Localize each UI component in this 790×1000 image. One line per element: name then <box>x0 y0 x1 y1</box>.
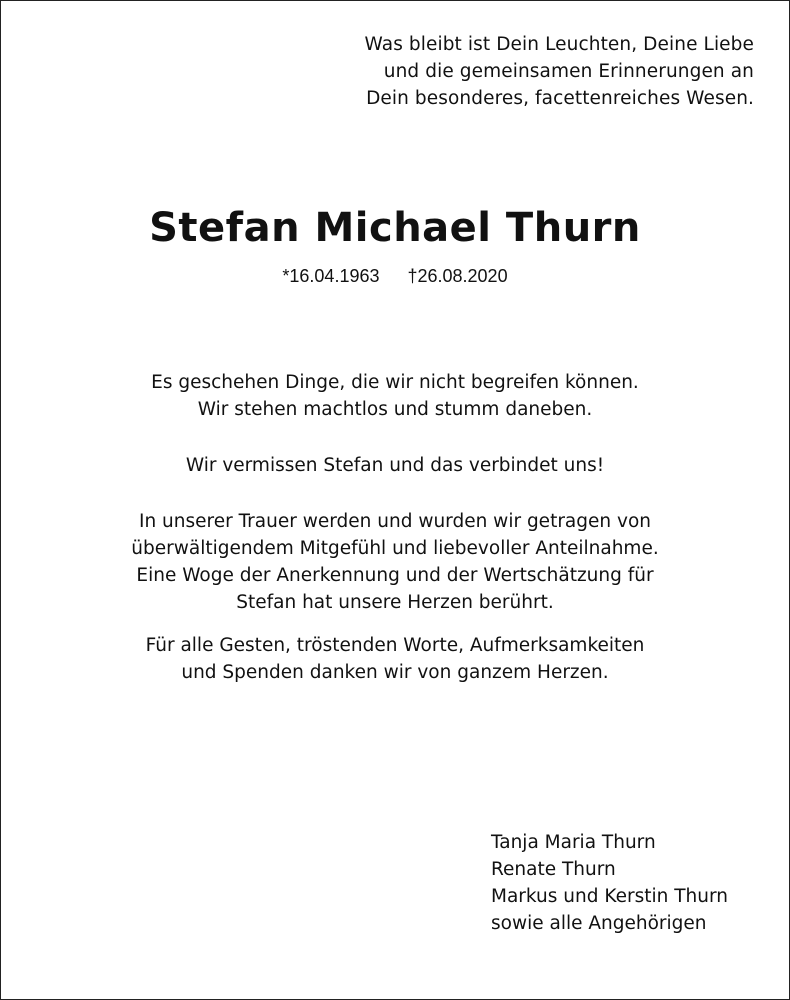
text-line: Eine Woge der Anerkennung und der Wertschätzung für <box>136 565 654 586</box>
motto-line: Dein besonderes, facettenreiches Wesen. <box>366 88 754 109</box>
text-line: und Spenden danken wir von ganzem Herzen. <box>181 662 609 683</box>
paragraph-thanks <box>0 632 790 686</box>
signature-line: sowie alle Angehörigen <box>491 913 707 934</box>
signature-line: Markus und Kerstin Thurn <box>491 886 728 907</box>
text-line: Wir vermissen Stefan und das verbindet uns! <box>185 455 605 476</box>
motto-line: Was bleibt ist Dein Leuchten, Deine Liebe <box>364 34 754 55</box>
life-dates <box>0 264 790 288</box>
birth-date: *16.04.1963 <box>282 266 380 286</box>
text-line: Für alle Gesten, tröstenden Worte, Aufmerksamkeiten <box>145 635 645 656</box>
deceased-name: Stefan Michael Thurn <box>149 205 641 251</box>
text-line: überwältigendem Mitgefühl und liebevoller Anteilnahme. <box>131 538 659 559</box>
motto-line: und die gemeinsamen Erinnerungen an <box>383 61 754 82</box>
paragraph-missing <box>0 452 790 479</box>
text-line: In unserer Trauer werden und wurden wir getragen von <box>139 511 651 532</box>
motto-quote <box>365 31 754 112</box>
signature-line: Tanja Maria Thurn <box>491 832 656 853</box>
text-line: Stefan hat unsere Herzen berührt. <box>236 592 554 613</box>
text-line: Es geschehen Dinge, die wir nicht begreifen können. <box>151 372 639 393</box>
death-date: †26.08.2020 <box>407 266 508 286</box>
signature-line: Renate Thurn <box>491 859 616 880</box>
paragraph-sympathy <box>0 508 790 616</box>
text-line: Wir stehen machtlos und stumm daneben. <box>197 399 593 420</box>
paragraph-grief <box>0 369 790 423</box>
signatures <box>491 829 728 937</box>
